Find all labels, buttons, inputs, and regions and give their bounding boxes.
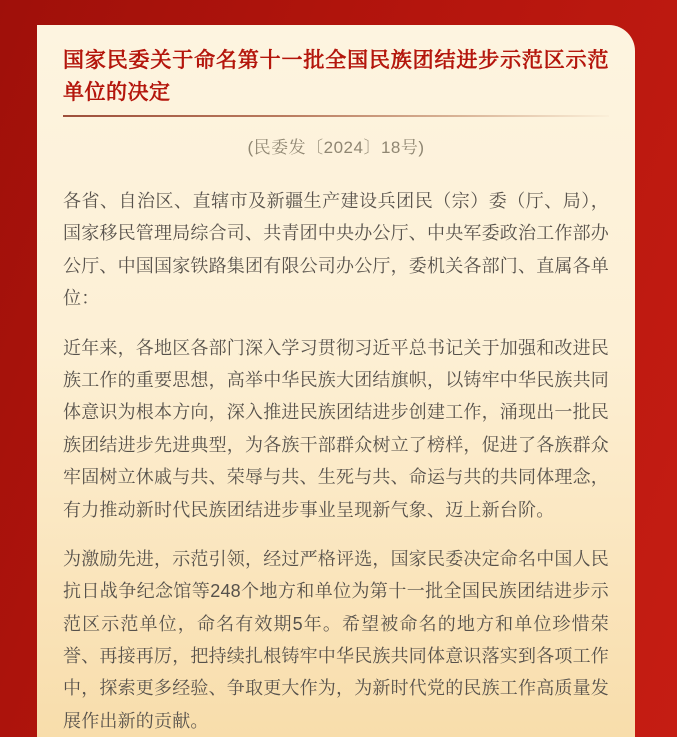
document-number: (民委发〔2024〕18号) (247, 138, 425, 157)
document-paragraph: 为激励先进，示范引领，经过严格评选，国家民委决定命名中国人民抗日战争纪念馆等248个地方和单位为第十一批全国民族团结进步示范区示范单位，命名有效期5年。希望被命名的地方和单位珍惜荣誉、再接再厉，把持续扎根铸牢中华民族共同体意识落实到各项工作中，探索更多经验、争取更大作为，为新时代党的民族工作高质量发展作出新的贡献。 (63, 548, 609, 731)
document-body (63, 185, 609, 737)
document-paragraph: 各省、自治区、直辖市及新疆生产建设兵团民（宗）委（厅、局），国家移民管理局综合司、共青团中央办公厅、中央军委政治工作部办公厅、中国国家铁路集团有限公司办公厅，委机关各部门、直属各单位： (63, 191, 609, 309)
document-card (37, 25, 635, 737)
title-underline (63, 115, 609, 117)
document-title: 国家民委关于命名第十一批全国民族团结进步示范区示范单位的决定 (63, 49, 609, 104)
document-paragraph: 近年来，各地区各部门深入学习贯彻习近平总书记关于加强和改进民族工作的重要思想，高举中华民族大团结旗帜，以铸牢中华民族共同体意识为根本方向，深入推进民族团结进步创建工作，涌现出一批民族团结进步先进典型，为各族干部群众树立了榜样，促进了各族群众牢固树立休戚与共、荣辱与共、生死与共、命运与共的共同体理念，有力推动新时代民族团结进步事业呈现新气象、迈上新台阶。 (63, 337, 609, 520)
